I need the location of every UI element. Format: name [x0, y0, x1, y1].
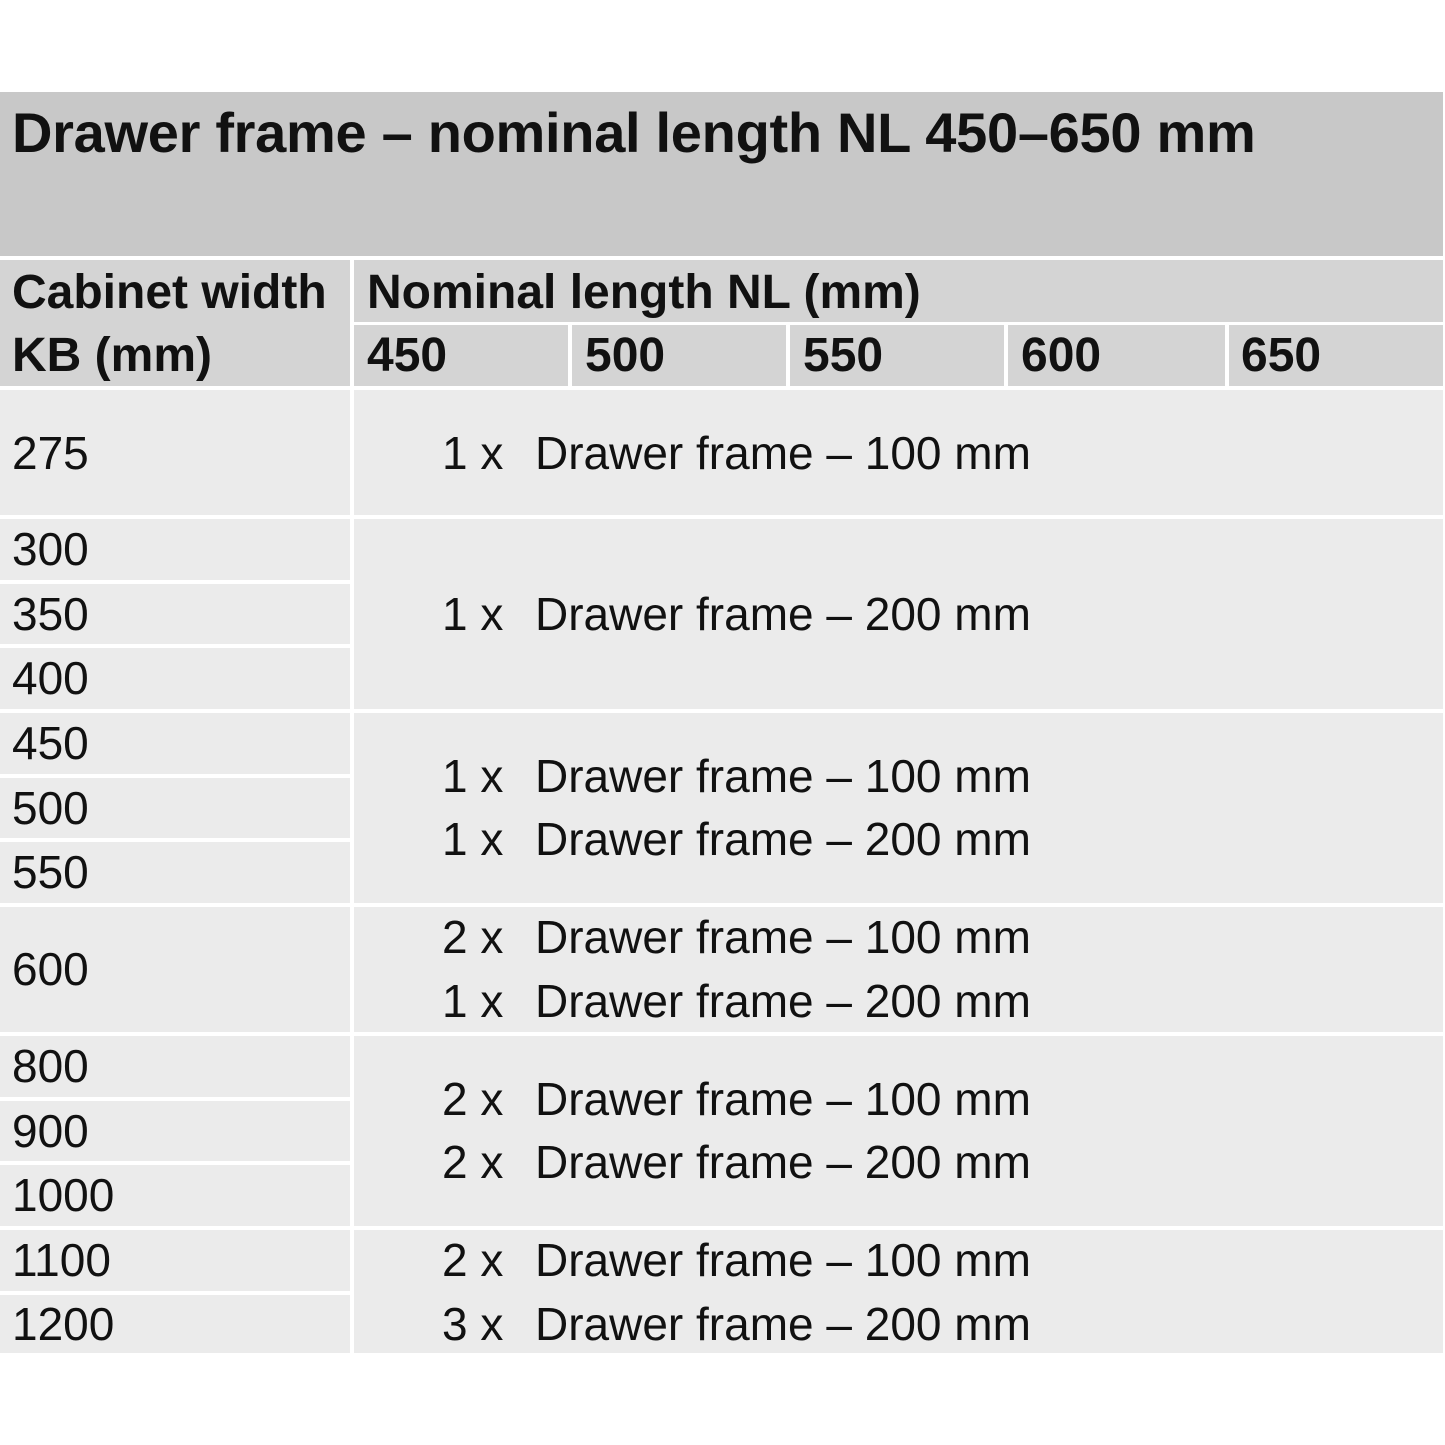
kb-value: 400 — [12, 652, 89, 704]
kb-value: 1100 — [12, 1234, 111, 1286]
header-cabinet-width-line1: Cabinet width — [12, 266, 327, 319]
quantity: 1 x — [442, 750, 504, 802]
header-nl-600: 600 — [1021, 329, 1102, 382]
item-description: Drawer frame – 200 mm — [535, 1298, 1031, 1350]
nl-group-cell — [354, 1036, 1443, 1226]
kb-value: 1000 — [12, 1169, 115, 1221]
kb-value: 450 — [12, 717, 89, 769]
kb-value: 800 — [12, 1040, 89, 1092]
header-nl-550: 550 — [803, 329, 884, 382]
quantity: 2 x — [442, 1234, 504, 1286]
item-description: Drawer frame – 100 mm — [535, 1073, 1031, 1125]
quantity: 1 x — [442, 427, 504, 479]
table-title: Drawer frame – nominal length NL 450–650 mm — [12, 101, 1256, 164]
item-description: Drawer frame – 100 mm — [535, 427, 1031, 479]
kb-value: 350 — [12, 588, 89, 640]
header-nl-500: 500 — [585, 329, 666, 382]
kb-value: 1200 — [12, 1298, 115, 1350]
header-nl-650: 650 — [1241, 329, 1322, 382]
quantity: 1 x — [442, 588, 504, 640]
item-description: Drawer frame – 100 mm — [535, 1234, 1031, 1286]
header-nominal-length-label: Nominal length NL (mm) — [367, 266, 921, 319]
item-description: Drawer frame – 200 mm — [535, 813, 1031, 865]
kb-value: 500 — [12, 782, 89, 834]
quantity: 2 x — [442, 1136, 504, 1188]
quantity: 2 x — [442, 1073, 504, 1125]
quantity: 1 x — [442, 813, 504, 865]
nl-group-cell — [354, 713, 1443, 903]
item-description: Drawer frame – 200 mm — [535, 975, 1031, 1027]
kb-value: 275 — [12, 427, 89, 479]
kb-value: 900 — [12, 1105, 89, 1157]
header-nl-450: 450 — [367, 329, 448, 382]
kb-value: 300 — [12, 523, 89, 575]
kb-value: 550 — [12, 846, 89, 898]
item-description: Drawer frame – 200 mm — [535, 1136, 1031, 1188]
quantity: 3 x — [442, 1298, 504, 1350]
quantity: 2 x — [442, 911, 504, 963]
kb-value: 600 — [12, 943, 89, 995]
header-cabinet-width-line2: KB (mm) — [12, 329, 212, 382]
item-description: Drawer frame – 100 mm — [535, 911, 1031, 963]
quantity: 1 x — [442, 975, 504, 1027]
item-description: Drawer frame – 200 mm — [535, 588, 1031, 640]
item-description: Drawer frame – 100 mm — [535, 750, 1031, 802]
